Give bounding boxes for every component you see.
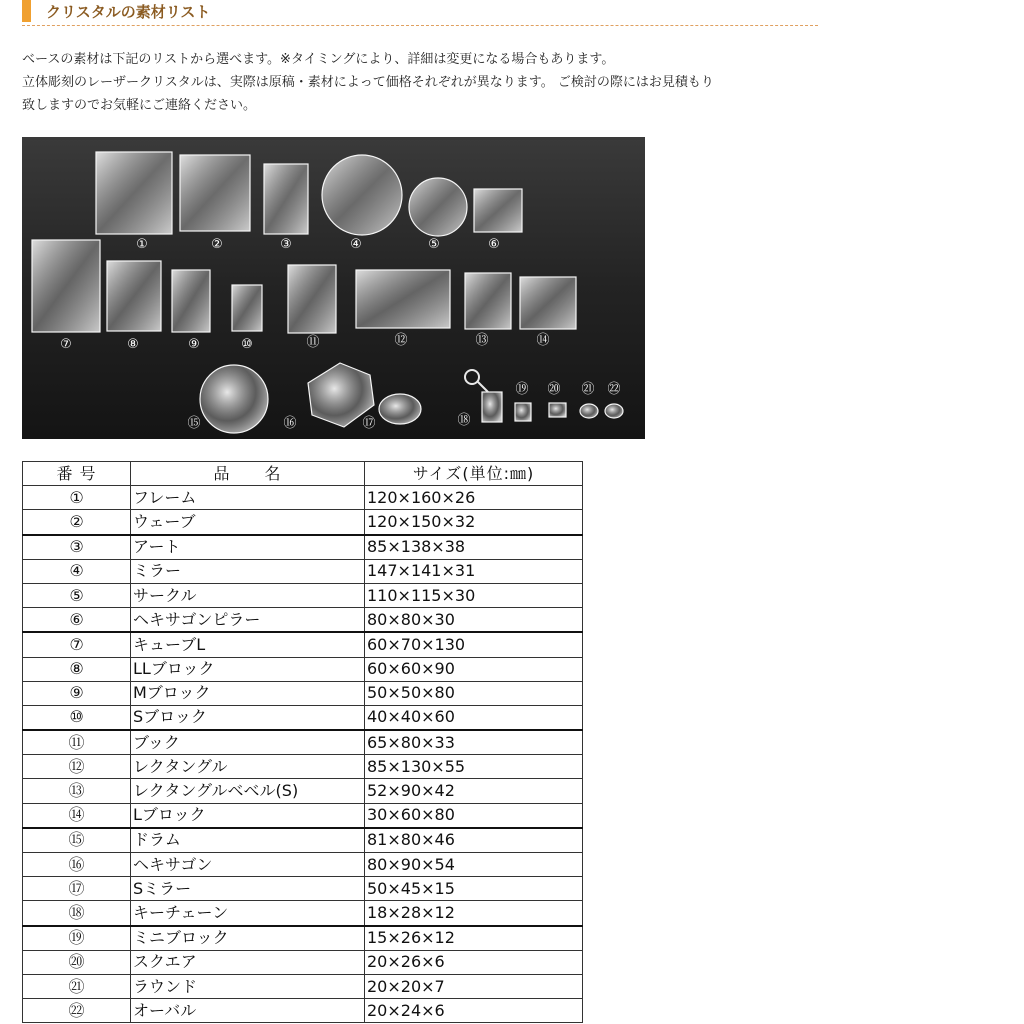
table-row <box>23 535 583 560</box>
row-number: ⑥ <box>23 608 131 633</box>
row-size: 85×130×55 <box>365 755 583 779</box>
photo-label-20: ⑳ <box>547 382 561 397</box>
heading-accent-bar <box>22 0 31 22</box>
row-number: ⑮ <box>23 828 131 853</box>
row-name: レクタングルベベル(S) <box>131 779 365 803</box>
photo-label-4: ④ <box>350 237 362 252</box>
row-size: 110×115×30 <box>365 583 583 607</box>
row-size: 80×90×54 <box>365 853 583 877</box>
intro-line-1: ベースの素材は下記のリストから選べます。※タイミングにより、詳細は変更になる場合もあります。 <box>22 52 615 67</box>
row-number: ⑭ <box>23 803 131 828</box>
table-row <box>23 730 583 755</box>
row-number: ③ <box>23 535 131 560</box>
photo-label-21: ㉑ <box>581 382 595 397</box>
photo-label-10: ⑩ <box>241 337 253 352</box>
row-size: 20×20×7 <box>365 974 583 998</box>
row-number: ㉑ <box>23 974 131 998</box>
table-row <box>23 877 583 901</box>
row-name: ブック <box>131 730 365 755</box>
table-row <box>23 803 583 828</box>
row-number: ⑩ <box>23 705 131 730</box>
photo-label-6: ⑥ <box>488 237 500 252</box>
table-row <box>23 974 583 998</box>
row-name: Sブロック <box>131 705 365 730</box>
row-size: 20×24×6 <box>365 999 583 1023</box>
row-name: ミラー <box>131 559 365 583</box>
photo-label-17: ⑰ <box>362 416 376 431</box>
row-name: ウェーブ <box>131 510 365 535</box>
table-row <box>23 828 583 853</box>
table-row <box>23 559 583 583</box>
table-row <box>23 999 583 1023</box>
crystal-product-photo <box>22 137 645 439</box>
row-size: 60×60×90 <box>365 657 583 681</box>
table-row <box>23 705 583 730</box>
row-name: Sミラー <box>131 877 365 901</box>
row-name: キューブL <box>131 632 365 657</box>
photo-label-12: ⑫ <box>394 333 408 348</box>
row-name: フレーム <box>131 486 365 510</box>
row-size: 120×160×26 <box>365 486 583 510</box>
photo-label-22: ㉒ <box>607 382 621 397</box>
row-number: ㉒ <box>23 999 131 1023</box>
row-number: ④ <box>23 559 131 583</box>
row-name: ドラム <box>131 828 365 853</box>
table-row <box>23 926 583 951</box>
row-number: ⑨ <box>23 681 131 705</box>
photo-label-16: ⑯ <box>283 416 297 431</box>
row-name: レクタングル <box>131 755 365 779</box>
table-row <box>23 950 583 974</box>
table-row <box>23 583 583 607</box>
table-row <box>23 779 583 803</box>
table-row <box>23 853 583 877</box>
row-size: 81×80×46 <box>365 828 583 853</box>
photo-label-19: ⑲ <box>515 382 529 397</box>
row-name: Mブロック <box>131 681 365 705</box>
row-name: ヘキサゴン <box>131 853 365 877</box>
row-number: ⑧ <box>23 657 131 681</box>
intro-line-3: 致しますのでお気軽にご連絡ください。 <box>22 98 257 113</box>
table-row <box>23 681 583 705</box>
header-number: 番 号 <box>23 462 131 486</box>
table-row <box>23 510 583 535</box>
table-row <box>23 901 583 926</box>
row-number: ⑯ <box>23 853 131 877</box>
photo-label-13: ⑬ <box>475 333 489 348</box>
photo-label-7: ⑦ <box>60 337 72 352</box>
photo-label-3: ③ <box>280 237 292 252</box>
row-size: 15×26×12 <box>365 926 583 951</box>
row-name: ヘキサゴンピラー <box>131 608 365 633</box>
photo-label-2: ② <box>211 237 223 252</box>
row-number: ⑱ <box>23 901 131 926</box>
row-number: ⑫ <box>23 755 131 779</box>
photo-label-9: ⑨ <box>188 337 200 352</box>
photo-label-15: ⑮ <box>187 416 201 431</box>
photo-label-1: ① <box>136 237 148 252</box>
row-size: 120×150×32 <box>365 510 583 535</box>
row-number: ② <box>23 510 131 535</box>
row-number: ⑤ <box>23 583 131 607</box>
row-size: 50×50×80 <box>365 681 583 705</box>
section-heading <box>22 0 818 26</box>
row-number: ⑲ <box>23 926 131 951</box>
row-number: ⑬ <box>23 779 131 803</box>
table-row <box>23 657 583 681</box>
row-size: 50×45×15 <box>365 877 583 901</box>
row-size: 85×138×38 <box>365 535 583 560</box>
table-row <box>23 608 583 633</box>
photo-label-14: ⑭ <box>536 333 550 348</box>
row-name: アート <box>131 535 365 560</box>
row-name: キーチェーン <box>131 901 365 926</box>
photo-label-11: ⑪ <box>306 335 320 350</box>
row-number: ⑰ <box>23 877 131 901</box>
row-size: 147×141×31 <box>365 559 583 583</box>
photo-label-8: ⑧ <box>127 337 139 352</box>
row-name: サークル <box>131 583 365 607</box>
table-row <box>23 755 583 779</box>
header-size: サイズ(単位:㎜) <box>365 462 583 486</box>
row-name: ミニブロック <box>131 926 365 951</box>
crystal-spec-table <box>22 461 583 1023</box>
photo-label-18: ⑱ <box>457 413 471 428</box>
header-name: 品 名 <box>131 462 365 486</box>
row-name: スクエア <box>131 950 365 974</box>
row-size: 60×70×130 <box>365 632 583 657</box>
photo-label-5: ⑤ <box>428 237 440 252</box>
intro-line-2: 立体彫刻のレーザークリスタルは、実際は原稿・素材によって価格それぞれが異なります。 ご検討の際にはお見積もり <box>22 75 714 90</box>
table-row <box>23 486 583 510</box>
row-size: 40×40×60 <box>365 705 583 730</box>
row-size: 20×26×6 <box>365 950 583 974</box>
row-name: LLブロック <box>131 657 365 681</box>
table-header-row <box>23 462 583 486</box>
row-name: Lブロック <box>131 803 365 828</box>
row-number: ① <box>23 486 131 510</box>
row-name: ラウンド <box>131 974 365 998</box>
row-size: 18×28×12 <box>365 901 583 926</box>
intro-text <box>22 48 822 117</box>
row-size: 30×60×80 <box>365 803 583 828</box>
table-body <box>23 486 583 1023</box>
table-row <box>23 632 583 657</box>
row-number: ⑳ <box>23 950 131 974</box>
row-size: 52×90×42 <box>365 779 583 803</box>
row-size: 80×80×30 <box>365 608 583 633</box>
row-number: ⑦ <box>23 632 131 657</box>
row-name: オーバル <box>131 999 365 1023</box>
row-number: ⑪ <box>23 730 131 755</box>
section-title: クリスタルの素材リスト <box>46 3 211 21</box>
row-size: 65×80×33 <box>365 730 583 755</box>
